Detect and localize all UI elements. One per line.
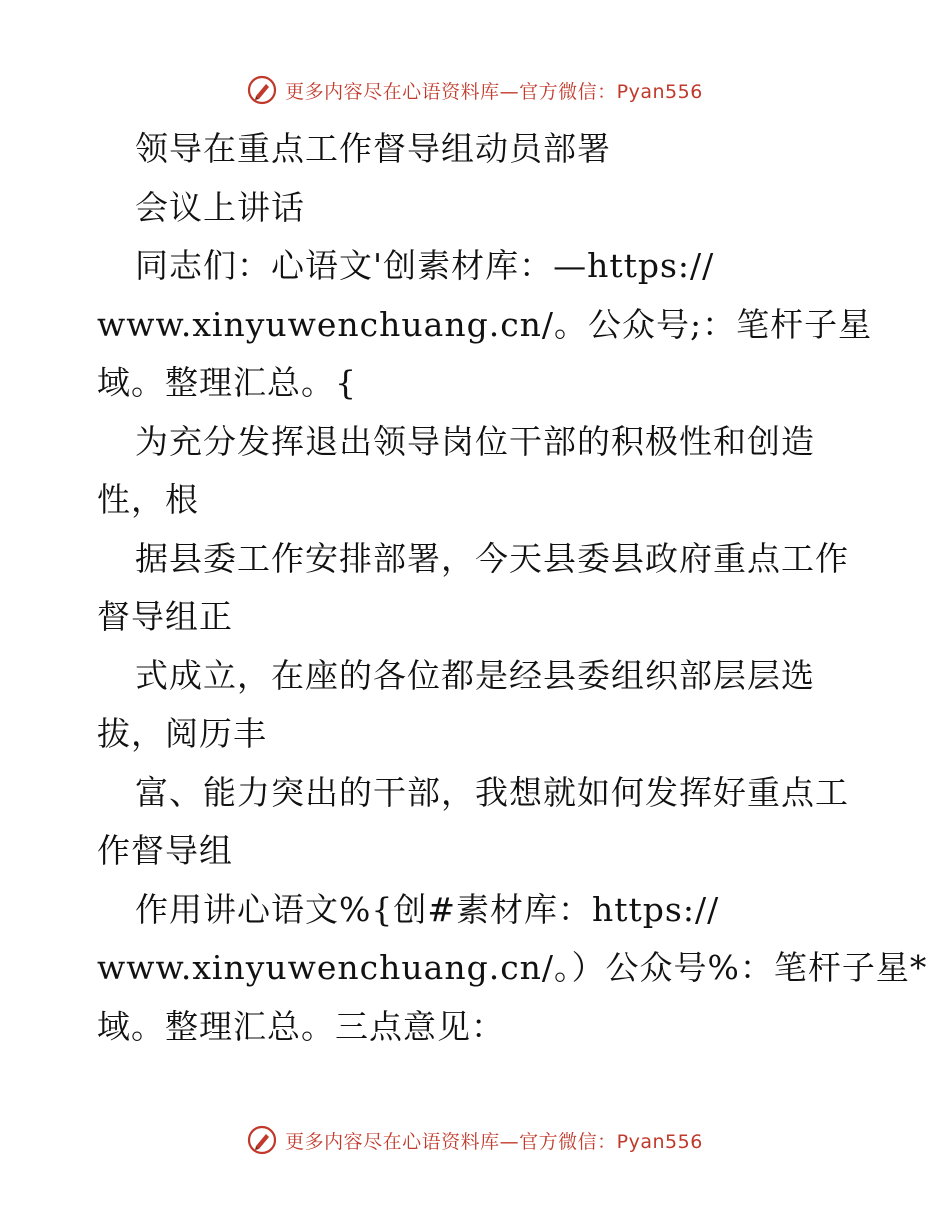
doc-title-line: 领导在重点工作督导组动员部署 [135,129,611,168]
doc-text-line: www.xinyuwenchuang.cn/。公众号;：笔杆子星 [97,304,873,344]
doc-text-line: 为充分发挥退出领导岗位干部的积极性和创造 [135,421,815,461]
doc-text-line: 域。整理汇总。三点意见： [97,1006,505,1046]
watermark-text: 更多内容尽在心语资料库—官方微信：Pyan556 [285,1130,703,1153]
doc-text-line: 域。整理汇总。{ [97,363,357,402]
document-body [97,120,928,1056]
doc-text-line: www.xinyuwenchuang.cn/。）公众号%：笔杆子星* [97,948,928,987]
header-watermark [0,70,950,110]
doc-text-line: 同志们：心语文'创素材库：—https:// [135,246,715,285]
doc-text-line: 作督导组 [97,831,233,870]
pen-logo-icon [247,1125,277,1155]
doc-text-line: 性，根 [97,480,199,519]
watermark-text: 更多内容尽在心语资料库—官方微信：Pyan556 [285,80,703,103]
doc-text-line: 式成立，在座的各位都是经县委组织部层层选 [135,655,815,695]
footer-watermark [0,1120,950,1160]
doc-text-line: 拔，阅历丰 [97,714,267,753]
doc-text-line: 富、能力突出的干部，我想就如何发挥好重点工 [135,772,849,812]
doc-text-line: 督导组正 [97,597,233,636]
doc-text-line: 作用讲心语文%{创#素材库：https:// [135,889,720,929]
pen-logo-icon [247,75,277,105]
doc-title-line: 会议上讲话 [135,187,305,227]
doc-text-line: 据县委工作安排部署，今天县委县政府重点工作 [135,538,849,578]
